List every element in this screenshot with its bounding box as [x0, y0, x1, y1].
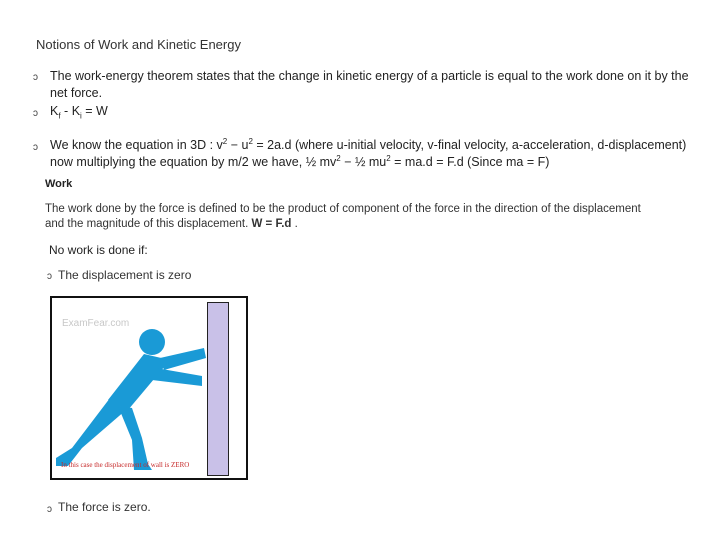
eq-part: = ma.d = F.d (Since ma = F): [390, 155, 550, 170]
eq-part: − u: [227, 138, 249, 153]
bullet-1-line-1: The work-energy theorem states that the change in kinetic energy of a particle is equal to the work done on it by the: [50, 69, 689, 83]
eq-sup: 2: [248, 137, 253, 146]
eq-part: − ½ mu: [340, 155, 387, 170]
ki-subscript: i: [80, 111, 82, 121]
work-formula: W = F.d: [251, 218, 292, 230]
equals-w: = W: [81, 104, 108, 118]
def-text: and the magnitude of this displacement.: [45, 218, 252, 230]
kf-symbol: K: [50, 104, 59, 118]
def-period: .: [291, 218, 298, 230]
bullet-3-line-1: [50, 137, 686, 152]
work-definition-line-2: [45, 218, 298, 230]
eq-part: = 2a.d (where u-initial velocity, v-final velocity, a-acceleration, d-displacement): [252, 138, 687, 153]
bullet-icon: ↄ: [33, 72, 38, 83]
ki-symbol: K: [71, 104, 81, 118]
minus-sign: -: [60, 104, 72, 118]
page-title: Notions of Work and Kinetic Energy: [36, 37, 241, 52]
eq-part: We know the equation in 3D : v: [50, 138, 223, 153]
figure-caption: In this case the displacement of wall is ZERO: [61, 461, 190, 469]
case-displacement-zero: The displacement is zero: [58, 268, 192, 282]
no-work-heading: No work is done if:: [49, 243, 148, 257]
pushing-wall-figure: [50, 296, 248, 480]
case-force-zero: The force is zero.: [58, 500, 151, 514]
bullet-1-line-2: net force.: [50, 86, 103, 100]
bullet-icon: ↄ: [33, 142, 38, 153]
eq-sup: 2: [336, 154, 341, 163]
kf-subscript: f: [58, 111, 61, 121]
bullet-3-line-2: [50, 154, 549, 169]
work-definition-line-1: The work done by the force is defined to be the product of component of the force in the direction of the displacement: [45, 203, 641, 215]
bullet-icon: ↄ: [47, 504, 52, 515]
watermark: ExamFear.com: [62, 318, 130, 329]
eq-sup: 2: [386, 154, 391, 163]
bullet-icon: ↄ: [33, 108, 38, 119]
wall: [207, 302, 229, 476]
eq-part: now multiplying the equation by m/2 we have, ½ mv: [50, 155, 337, 170]
bullet-2-equation: [50, 104, 108, 121]
work-heading: Work: [45, 178, 73, 190]
eq-sup: 2: [222, 137, 228, 146]
bullet-icon: ↄ: [47, 271, 52, 282]
